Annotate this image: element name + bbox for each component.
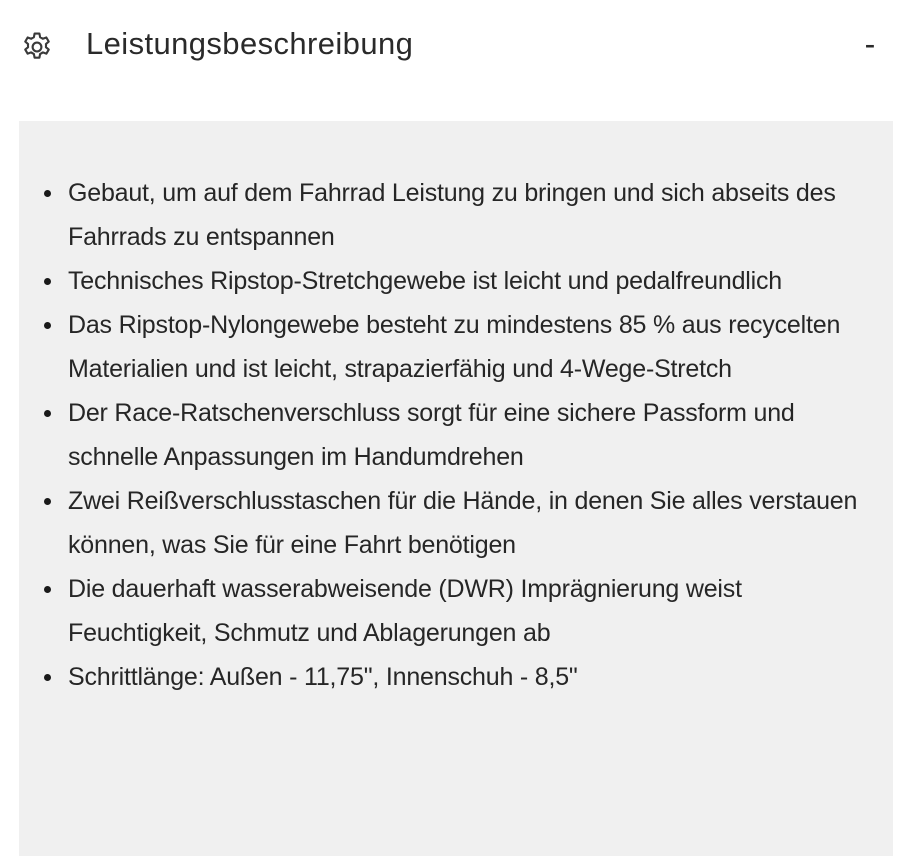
accordion-header-leistungsbeschreibung[interactable] — [0, 0, 900, 92]
list-item-text: Das Ripstop-Nylongewebe besteht zu mindestens 85 % aus recycelten Materialien und ist leicht, strapazierfähig und 4-Wege-Stretch — [68, 311, 841, 383]
bullet-icon — [44, 674, 51, 681]
bullet-icon — [44, 278, 51, 285]
gear-icon — [20, 30, 54, 64]
list-item-text: Technisches Ripstop-Stretchgewebe ist leicht und pedalfreundlich — [68, 267, 783, 295]
list-item — [44, 655, 874, 699]
list-item — [44, 259, 874, 303]
list-item-text: Die dauerhaft wasserabweisende (DWR) Imprägnierung weist Feuchtigkeit, Schmutz und Ablagerungen ab — [68, 575, 742, 647]
list-item — [44, 567, 874, 655]
bullet-icon — [44, 190, 51, 197]
bullet-icon — [44, 322, 51, 329]
bullet-icon — [44, 498, 51, 505]
feature-list — [44, 171, 874, 699]
description-panel — [19, 121, 893, 856]
list-item-text: Zwei Reißverschlusstaschen für die Hände, in denen Sie alles verstauen können, was Sie für eine Fahrt benötigen — [68, 487, 858, 559]
list-item-text: Der Race-Ratschenverschluss sorgt für eine sichere Passform und schnelle Anpassungen im Handumdrehen — [68, 399, 795, 471]
collapse-toggle[interactable]: - — [864, 26, 876, 62]
list-item-text: Gebaut, um auf dem Fahrrad Leistung zu bringen und sich abseits des Fahrrads zu entspannen — [68, 179, 836, 251]
list-item — [44, 303, 874, 391]
list-item-text: Schrittlänge: Außen - 11,75", Innenschuh - 8,5" — [68, 663, 578, 691]
list-item — [44, 479, 874, 567]
bullet-icon — [44, 586, 51, 593]
list-item — [44, 391, 874, 479]
section-title: Leistungsbeschreibung — [86, 26, 414, 61]
bullet-icon — [44, 410, 51, 417]
list-item — [44, 171, 874, 259]
